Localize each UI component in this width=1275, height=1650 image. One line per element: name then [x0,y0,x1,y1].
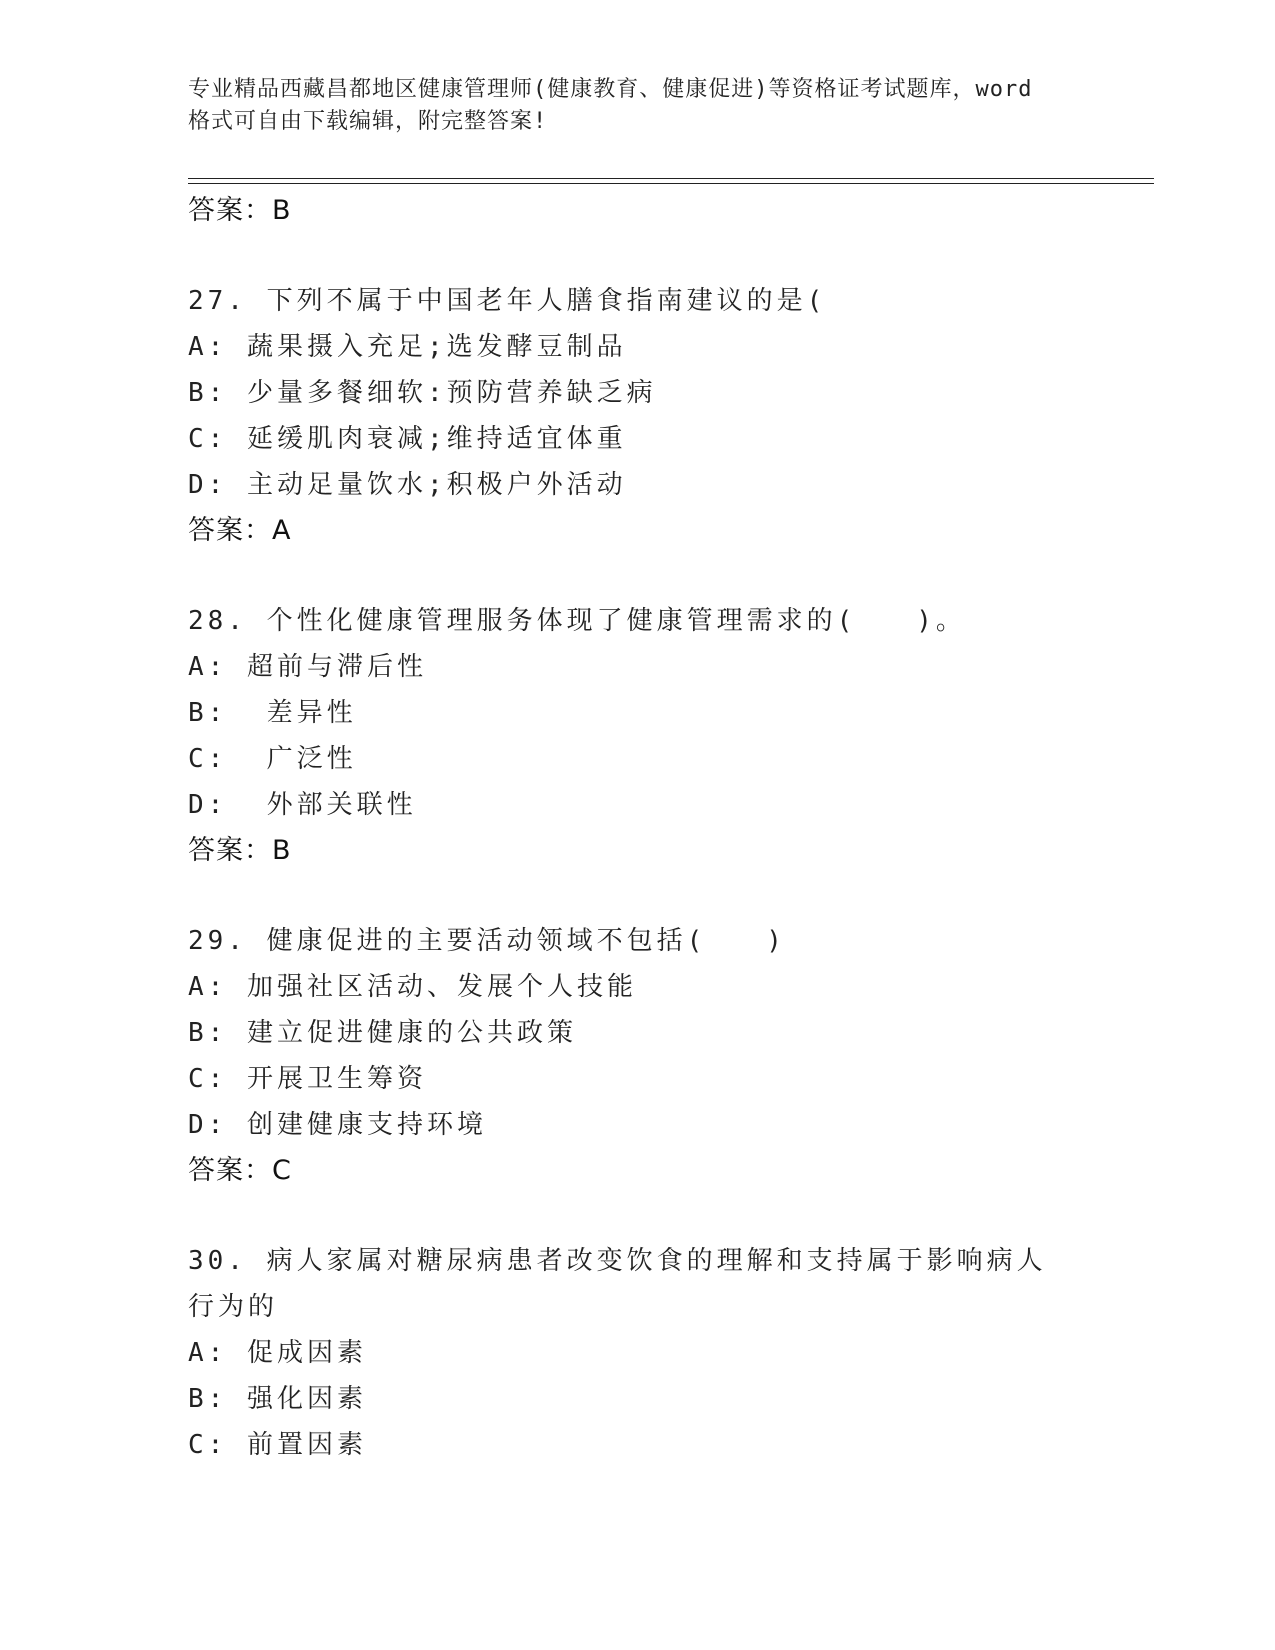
option-b: B: 建立促进健康的公共政策 [188,1018,577,1048]
question-text: 28. 个性化健康管理服务体现了健康管理需求的( )。 [188,606,966,636]
option-b: B: 强化因素 [188,1384,367,1414]
spacer [188,874,1148,918]
option-c: C: 开展卫生筹资 [188,1064,427,1094]
option-d: D: 主动足量饮水;积极户外活动 [188,470,627,500]
answer-line: 答案：B [188,195,292,226]
question-text: 29. 健康促进的主要活动领域不包括( ) [188,926,786,956]
option-a: A: 促成因素 [188,1338,367,1368]
option-b: B: 少量多餐细软:预防营养缺乏病 [188,378,657,408]
question-text: 27. 下列不属于中国老年人膳食指南建议的是( [188,286,827,316]
question-item [188,278,1148,554]
question-list [188,188,1148,1468]
answer-line: 答案：A [188,515,292,546]
header-divider-bottom [188,183,1154,184]
option-c: C: 延缓肌肉衰减;维持适宜体重 [188,424,627,454]
spacer [188,1194,1148,1238]
header-divider-top [188,178,1154,179]
answer-line: 答案：B [188,835,292,866]
spacer [188,554,1148,598]
option-c: C: 前置因素 [188,1430,367,1460]
option-a: A: 加强社区活动、发展个人技能 [188,972,637,1002]
option-a: A: 超前与滞后性 [188,652,427,682]
spacer [188,234,1148,278]
header-line-2: 格式可自由下载编辑，附完整答案! [188,109,548,134]
question-item [188,598,1148,874]
option-d: D: 外部关联性 [188,790,417,820]
option-d: D: 创建健康支持环境 [188,1110,487,1140]
question-item [188,1238,1148,1468]
header-line-1: 专业精品西藏昌都地区健康管理师(健康教育、健康促进)等资格证考试题库，word [188,77,1033,102]
question-item [188,918,1148,1194]
option-c: C: 广泛性 [188,744,357,774]
option-a: A: 蔬果摄入充足;选发酵豆制品 [188,332,627,362]
page-header [188,74,1088,138]
question-text: 30. 病人家属对糖尿病患者改变饮食的理解和支持属于影响病人行为的 [188,1246,1047,1322]
option-b: B: 差异性 [188,698,357,728]
answer-line: 答案：C [188,1155,292,1186]
